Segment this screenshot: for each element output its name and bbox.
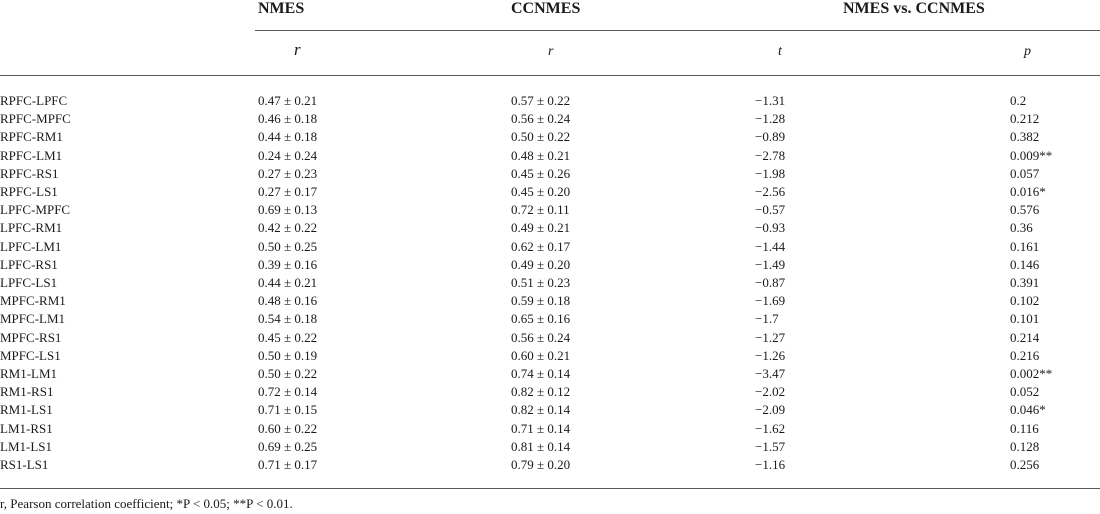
table-row	[0, 147, 1100, 165]
p-cell: 0.002**	[1010, 366, 1053, 382]
pair-cell: RS1-LS1	[0, 457, 49, 473]
t-cell: −1.49	[755, 256, 786, 272]
p-cell: 0.046*	[1010, 402, 1046, 418]
table-row	[0, 420, 1100, 438]
t-cell: −3.47	[755, 366, 786, 382]
ccnmes-r-cell: 0.59 ± 0.18	[511, 293, 571, 309]
pair-cell: RPFC-RS1	[0, 165, 59, 181]
nmes-r-cell: 0.24 ± 0.24	[258, 147, 318, 163]
subheader-ccnmes-r: r	[548, 44, 554, 59]
p-cell: 0.016*	[1010, 184, 1046, 200]
nmes-r-cell: 0.27 ± 0.17	[258, 184, 318, 200]
table-row	[0, 329, 1100, 347]
p-cell: 0.146	[1010, 256, 1040, 272]
ccnmes-r-cell: 0.81 ± 0.14	[511, 438, 571, 454]
ccnmes-r-cell: 0.51 ± 0.23	[511, 275, 571, 291]
table-body	[0, 92, 1100, 474]
ccnmes-r-cell: 0.82 ± 0.14	[511, 402, 571, 418]
table-row	[0, 183, 1100, 201]
ccnmes-r-cell: 0.56 ± 0.24	[511, 111, 571, 127]
t-cell: −1.31	[755, 93, 786, 108]
t-cell: −0.87	[755, 275, 786, 291]
ccnmes-r-cell: 0.65 ± 0.16	[511, 311, 571, 327]
table-row	[0, 201, 1100, 219]
table-row	[0, 256, 1100, 274]
nmes-r-cell: 0.69 ± 0.13	[258, 202, 318, 218]
p-cell: 0.116	[1010, 420, 1039, 436]
table-footnote: r, Pearson correlation coefficient; *P < 0.05; **P < 0.01.	[0, 496, 293, 511]
table-row	[0, 347, 1100, 365]
p-cell: 0.2	[1010, 93, 1027, 108]
header-comparison: NMES vs. CCNMES	[843, 0, 985, 17]
t-cell: −1.44	[755, 238, 786, 254]
table-row	[0, 401, 1100, 419]
ccnmes-r-cell: 0.45 ± 0.26	[511, 165, 571, 181]
p-cell: 0.161	[1010, 238, 1040, 254]
header-rule-lower	[0, 75, 1100, 76]
pair-cell: MPFC-RM1	[0, 293, 66, 309]
header-nmes: NMES	[258, 0, 305, 17]
t-cell: −2.02	[755, 384, 786, 400]
t-cell: −1.62	[755, 420, 786, 436]
nmes-r-cell: 0.27 ± 0.23	[258, 165, 318, 181]
nmes-r-cell: 0.48 ± 0.16	[258, 293, 318, 309]
subheader-nmes-r: r	[294, 40, 301, 59]
p-cell: 0.576	[1010, 202, 1040, 218]
nmes-r-cell: 0.46 ± 0.18	[258, 111, 318, 127]
ccnmes-r-cell: 0.62 ± 0.17	[511, 238, 571, 254]
nmes-r-cell: 0.42 ± 0.22	[258, 220, 318, 236]
nmes-r-cell: 0.50 ± 0.19	[258, 347, 318, 363]
pair-cell: LPFC-LS1	[0, 275, 58, 291]
ccnmes-r-cell: 0.79 ± 0.20	[511, 457, 571, 473]
pair-cell: RPFC-LPFC	[0, 93, 68, 108]
ccnmes-r-cell: 0.45 ± 0.20	[511, 184, 571, 200]
nmes-r-cell: 0.72 ± 0.14	[258, 384, 318, 400]
p-cell: 0.009**	[1010, 147, 1053, 163]
ccnmes-r-cell: 0.49 ± 0.20	[511, 256, 571, 272]
p-cell: 0.382	[1010, 129, 1040, 145]
pair-cell: LM1-LS1	[0, 438, 52, 454]
pair-cell: LPFC-LM1	[0, 238, 62, 254]
correlation-table	[0, 92, 1100, 474]
p-cell: 0.102	[1010, 293, 1040, 309]
t-cell: −1.57	[755, 438, 786, 454]
pair-cell: RM1-LS1	[0, 402, 53, 418]
t-cell: −1.27	[755, 329, 786, 345]
table-row	[0, 456, 1100, 474]
table-bottom-rule	[0, 488, 1100, 489]
t-cell: −1.16	[755, 457, 786, 473]
t-cell: −2.78	[755, 147, 786, 163]
table-row	[0, 110, 1100, 128]
nmes-r-cell: 0.47 ± 0.21	[258, 93, 318, 108]
ccnmes-r-cell: 0.57 ± 0.22	[511, 93, 571, 108]
table-row	[0, 274, 1100, 292]
table-row	[0, 438, 1100, 456]
nmes-r-cell: 0.39 ± 0.16	[258, 256, 318, 272]
p-cell: 0.057	[1010, 165, 1040, 181]
ccnmes-r-cell: 0.72 ± 0.11	[511, 202, 570, 218]
nmes-r-cell: 0.45 ± 0.22	[258, 329, 318, 345]
pair-cell: LM1-RS1	[0, 420, 53, 436]
table-row	[0, 165, 1100, 183]
p-cell: 0.101	[1010, 311, 1040, 327]
pair-cell: RPFC-MPFC	[0, 111, 71, 127]
table-row	[0, 92, 1100, 110]
pair-cell: LPFC-RM1	[0, 220, 63, 236]
nmes-r-cell: 0.54 ± 0.18	[258, 311, 318, 327]
ccnmes-r-cell: 0.71 ± 0.14	[511, 420, 571, 436]
nmes-r-cell: 0.60 ± 0.22	[258, 420, 318, 436]
t-cell: −1.69	[755, 293, 786, 309]
p-cell: 0.216	[1010, 347, 1040, 363]
p-cell: 0.052	[1010, 384, 1040, 400]
nmes-r-cell: 0.50 ± 0.25	[258, 238, 318, 254]
pair-cell: RPFC-LS1	[0, 184, 58, 200]
pair-cell: LPFC-RS1	[0, 256, 58, 272]
ccnmes-r-cell: 0.49 ± 0.21	[511, 220, 571, 236]
table-row	[0, 238, 1100, 256]
pair-cell: RM1-RS1	[0, 384, 54, 400]
table-row	[0, 292, 1100, 310]
t-cell: −0.93	[755, 220, 786, 236]
t-cell: −1.28	[755, 111, 786, 127]
t-cell: −1.7	[755, 311, 779, 327]
ccnmes-r-cell: 0.50 ± 0.22	[511, 129, 571, 145]
p-cell: 0.214	[1010, 329, 1040, 345]
t-cell: −2.56	[755, 184, 786, 200]
table-row	[0, 219, 1100, 237]
subheader-t: t	[778, 44, 782, 59]
pair-cell: MPFC-LM1	[0, 311, 66, 327]
nmes-r-cell: 0.44 ± 0.21	[258, 275, 318, 291]
nmes-r-cell: 0.44 ± 0.18	[258, 129, 318, 145]
t-cell: −2.09	[755, 402, 786, 418]
t-cell: −0.89	[755, 129, 786, 145]
table-row	[0, 128, 1100, 146]
pair-cell: RPFC-RM1	[0, 129, 63, 145]
t-cell: −1.98	[755, 165, 786, 181]
header-ccnmes: CCNMES	[511, 0, 581, 17]
pair-cell: LPFC-MPFC	[0, 202, 71, 218]
t-cell: −0.57	[755, 202, 786, 218]
ccnmes-r-cell: 0.82 ± 0.12	[511, 384, 571, 400]
pair-cell: RPFC-LM1	[0, 147, 63, 163]
table-row	[0, 383, 1100, 401]
table-row	[0, 365, 1100, 383]
p-cell: 0.391	[1010, 275, 1040, 291]
ccnmes-r-cell: 0.56 ± 0.24	[511, 329, 571, 345]
ccnmes-r-cell: 0.60 ± 0.21	[511, 347, 571, 363]
pair-cell: RM1-LM1	[0, 366, 58, 382]
header-rule-upper	[255, 30, 1100, 31]
pair-cell: MPFC-RS1	[0, 329, 62, 345]
t-cell: −1.26	[755, 347, 786, 363]
subheader-p: p	[1024, 44, 1031, 59]
ccnmes-r-cell: 0.74 ± 0.14	[511, 366, 571, 382]
nmes-r-cell: 0.71 ± 0.15	[258, 402, 318, 418]
pair-cell: MPFC-LS1	[0, 347, 61, 363]
table-row	[0, 310, 1100, 328]
nmes-r-cell: 0.71 ± 0.17	[258, 457, 318, 473]
p-cell: 0.256	[1010, 457, 1040, 473]
p-cell: 0.212	[1010, 111, 1040, 127]
nmes-r-cell: 0.50 ± 0.22	[258, 366, 318, 382]
ccnmes-r-cell: 0.48 ± 0.21	[511, 147, 571, 163]
p-cell: 0.36	[1010, 220, 1033, 236]
p-cell: 0.128	[1010, 438, 1040, 454]
nmes-r-cell: 0.69 ± 0.25	[258, 438, 318, 454]
